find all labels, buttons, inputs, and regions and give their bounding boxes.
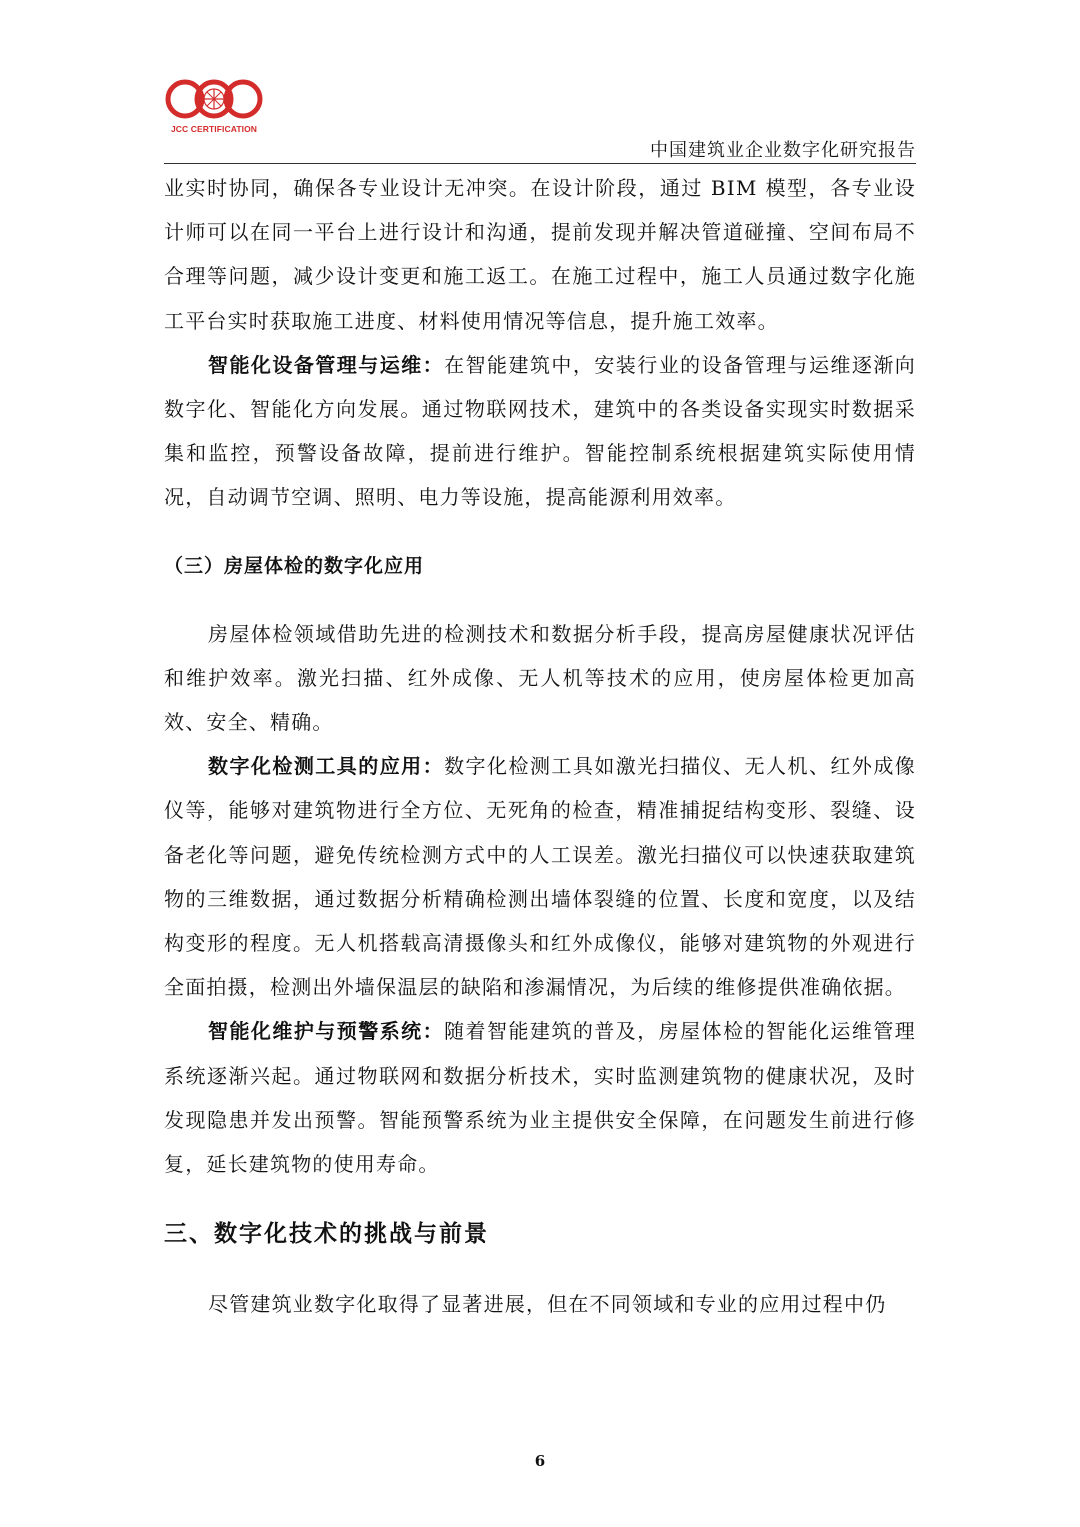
paragraph: 业实时协同，确保各专业设计无冲突。在设计阶段，通过 BIM 模型，各专业设计师可以在同一平台上进行设计和沟通，提前发现并解决管道碰撞、空间布局不合理等问题，减少设计变更和施工返工。在施工过程中，施工人员通过数字化施工平台实时获取施工进度、材料使用情况等信息，提升施工效率。	[164, 176, 916, 333]
paragraph-maintenance-warning	[164, 1009, 916, 1186]
jcc-logo	[164, 78, 264, 136]
page-body	[164, 166, 916, 1326]
paragraph-lead: 智能化设备管理与运维：	[208, 352, 445, 377]
paragraph: 房屋体检领域借助先进的检测技术和数据分析手段，提高房屋健康状况评估和维护效率。激光扫描、红外成像、无人机等技术的应用，使房屋体检更加高效、安全、精确。	[164, 621, 916, 735]
jcc-rings-icon	[164, 78, 264, 124]
paragraph-text: 随着智能建筑的普及，房屋体检的智能化运维管理系统逐渐兴起。通过物联网和数据分析技术，实时监测建筑物的健康状况，及时发现隐患并发出预警。智能预警系统为业主提供安全保障，在问题发生前进行修复，延长建筑物的使用寿命。	[164, 1019, 916, 1177]
subsection-heading: （三）房屋体检的数字化应用	[164, 554, 425, 577]
paragraph-lead: 数字化检测工具的应用：	[208, 754, 445, 779]
paragraph-text: 在智能建筑中，安装行业的设备管理与运维逐渐向数字化、智能化方向发展。通过物联网技术，建筑中的各类设备实现实时数据采集和监控，预警设备故障，提前进行维护。智能控制系统根据建筑实际使用情况，自动调节空调、照明、电力等设施，提高能源利用效率。	[164, 352, 916, 510]
page-number: 6	[534, 1452, 546, 1470]
header-divider	[164, 163, 916, 164]
report-title: 中国建筑业企业数字化研究报告	[650, 140, 916, 161]
section-heading: 三、数字化技术的挑战与前景	[164, 1220, 489, 1248]
paragraph-text: 数字化检测工具如激光扫描仪、无人机、红外成像仪等，能够对建筑物进行全方位、无死角的检查，精准捕捉结构变形、裂缝、设备老化等问题，避免传统检测方式中的人工误差。激光扫描仪可以快速获取建筑物的三维数据，通过数据分析精确检测出墙体裂缝的位置、长度和宽度，以及结构变形的程度。无人机搭载高清摄像头和红外成像仪，能够对建筑物的外观进行全面拍摄，检测出外墙保温层的缺陷和渗漏情况，为后续的维修提供准确依据。	[164, 754, 916, 1000]
paragraph-digital-inspection-tools	[164, 744, 916, 1009]
logo-text: JCC CERTIFICATION	[170, 124, 258, 134]
paragraph-lead: 智能化维护与预警系统：	[208, 1019, 445, 1044]
paragraph-equipment-management	[164, 343, 916, 520]
paragraph: 尽管建筑业数字化取得了显著进展，但在不同领域和专业的应用过程中仍	[208, 1292, 887, 1317]
